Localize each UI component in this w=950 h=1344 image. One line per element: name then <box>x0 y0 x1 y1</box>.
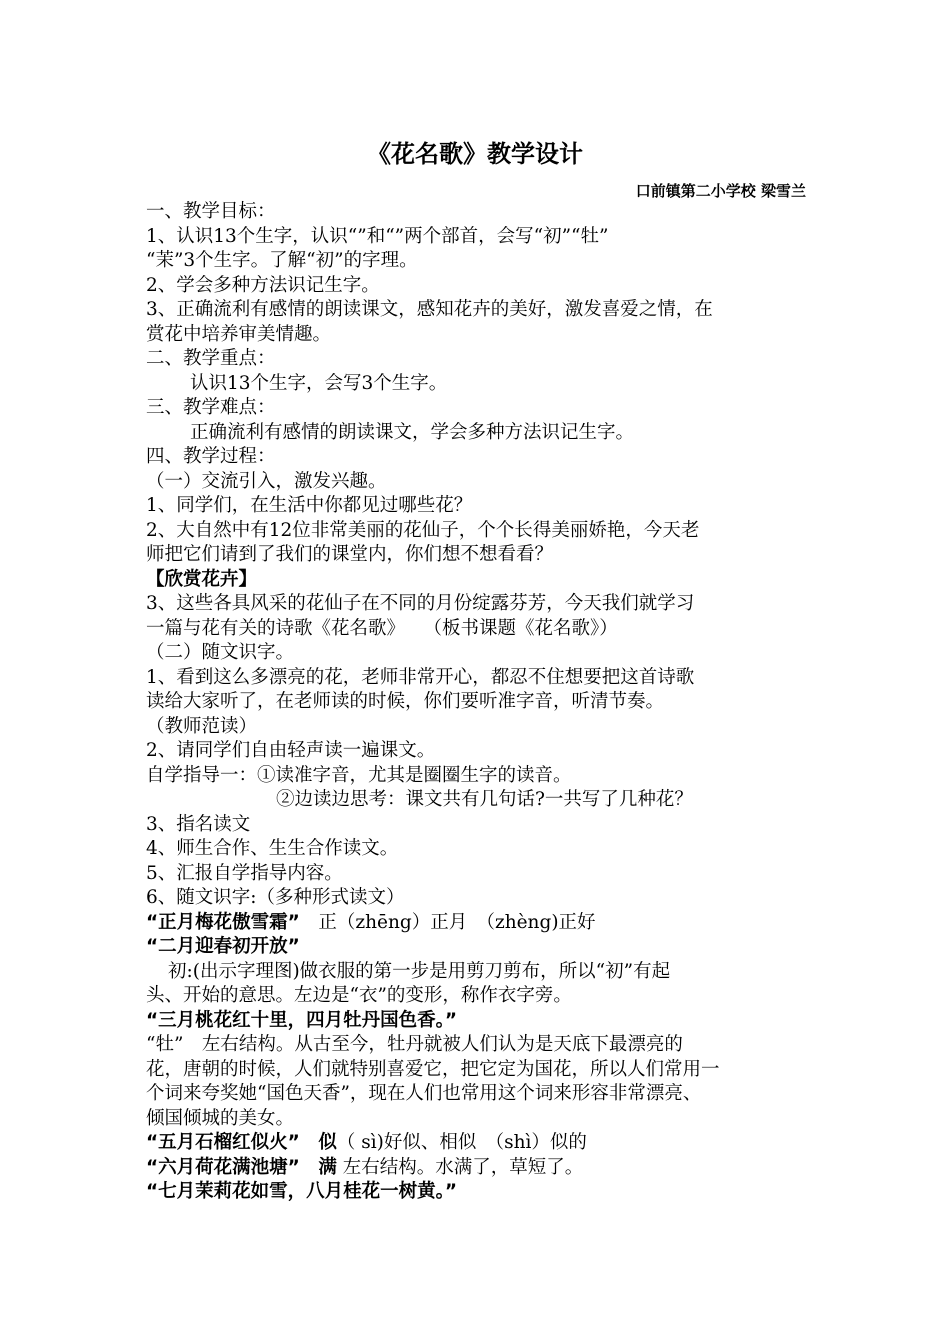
document-author: 口前镇第二小学校 梁雪兰 <box>635 182 806 200</box>
text-line <box>146 1131 812 1156</box>
text-line: 5、汇报自学指导内容。 <box>146 862 343 884</box>
poem-line: “三月桃花红十里，四月牡丹国色香。” <box>146 1009 458 1031</box>
section-heading: 三、教学难点： <box>146 397 276 418</box>
text-line: 1、看到这么多漂亮的花，老师非常开心，都忍不住想要把这首诗歌 <box>146 666 695 688</box>
text-line: 3、这些各具风采的花仙子在不同的月份绽露芬芳，今天我们就学习 <box>146 593 695 614</box>
text-line: 正确流利有感情的朗读课文，学会多种方法识记生字。 <box>190 421 635 443</box>
structure-note: 左右结构。水满了，草短了。 <box>336 1156 584 1178</box>
text-line: 头、开始的意思。左边是“衣”的变形，称作衣字旁。 <box>146 985 572 1006</box>
text-line: 自学指导一：①读准字音，尤其是圈圈生字的读音。 <box>146 764 572 786</box>
text-line: 1、认识13个生字，认识“”和“”两个部首，会写“初”“牡” <box>146 225 609 247</box>
text-line <box>146 1156 812 1181</box>
text-line: 4、师生合作、生生合作读文。 <box>146 838 399 859</box>
text-line: “牡” 左右结构。从古至今，牡丹就被人们认为是天底下最漂亮的 <box>146 1034 683 1055</box>
text-line: 初:(出示字理图)做衣服的第一步是用剪刀剪布，所以“初”有起 <box>168 960 671 982</box>
text-line: 6、随文识字:（多种形式读文） <box>146 887 405 908</box>
section-heading: 一、教学目标： <box>146 201 276 222</box>
text-line: 2、大自然中有12位非常美丽的花仙子，个个长得美丽娇艳，今天老 <box>146 519 700 541</box>
text-line: 花，唐朝的时候，人们就特别喜爱它，把它定为国花，所以人们常用一 <box>146 1058 720 1080</box>
text-line: 1、同学们，在生活中你都见过哪些花？ <box>146 495 473 516</box>
text-line: 倾国倾城的美女。 <box>146 1107 295 1129</box>
text-line: （一）交流引入，激发兴趣。 <box>146 470 387 492</box>
text-line: （教师范读） <box>146 715 258 737</box>
poem-line: “正月梅花傲雪霜” <box>146 911 300 933</box>
text-line: 赏花中培养审美情趣。 <box>146 323 332 345</box>
text-line: 2、学会多种方法识记生字。 <box>146 274 380 296</box>
poem-line: “七月茉莉花如雪，八月桂花一树黄。” <box>146 1181 458 1202</box>
pinyin-note: （ sì)好似、相似 （shì）似的 <box>336 1132 587 1153</box>
pinyin-note: 正（zhēng）正月 （zhèng)正好 <box>299 911 596 933</box>
text-line: 一篇与花有关的诗歌《花名歌》 （板书课题《花名歌》） <box>146 617 618 639</box>
section-heading: 四、教学过程： <box>146 446 276 467</box>
text-line: 2、请同学们自由轻声读一遍课文。 <box>146 740 436 761</box>
subsection-heading: 【欣赏花卉】 <box>146 568 258 590</box>
text-line: 个词来夸奖她“国色天香”，现在人们也常用这个词来形容非常漂亮、 <box>146 1083 702 1104</box>
text-line: “茉”3个生字。了解“初”的字理。 <box>146 250 418 271</box>
text-line: 认识13个生字，会写3个生字。 <box>190 372 448 394</box>
text-line: （二）随文识字。 <box>146 642 295 663</box>
text-line: 3、正确流利有感情的朗读课文，感知花卉的美好，激发喜爱之情，在 <box>146 299 713 320</box>
text-line: ②边读边思考：课文共有几句话?一共写了几种花？ <box>276 789 693 810</box>
document-title: 《花名歌》教学设计 <box>367 140 583 168</box>
poem-line: “六月荷花满池塘” 满 <box>146 1156 337 1178</box>
text-line: 3、指名读文 <box>146 813 251 835</box>
text-line <box>146 911 812 936</box>
section-heading: 二、教学重点： <box>146 348 276 369</box>
text-line: 师把它们请到了我们的课堂内，你们想不想看看？ <box>146 544 554 565</box>
poem-line: “二月迎春初开放” <box>146 936 300 957</box>
text-line: 读给大家听了，在老师读的时候，你们要听准字音，听清节奏。 <box>146 691 665 712</box>
poem-line: “五月石榴红似火” 似 <box>146 1132 337 1153</box>
document-body <box>146 200 812 1205</box>
